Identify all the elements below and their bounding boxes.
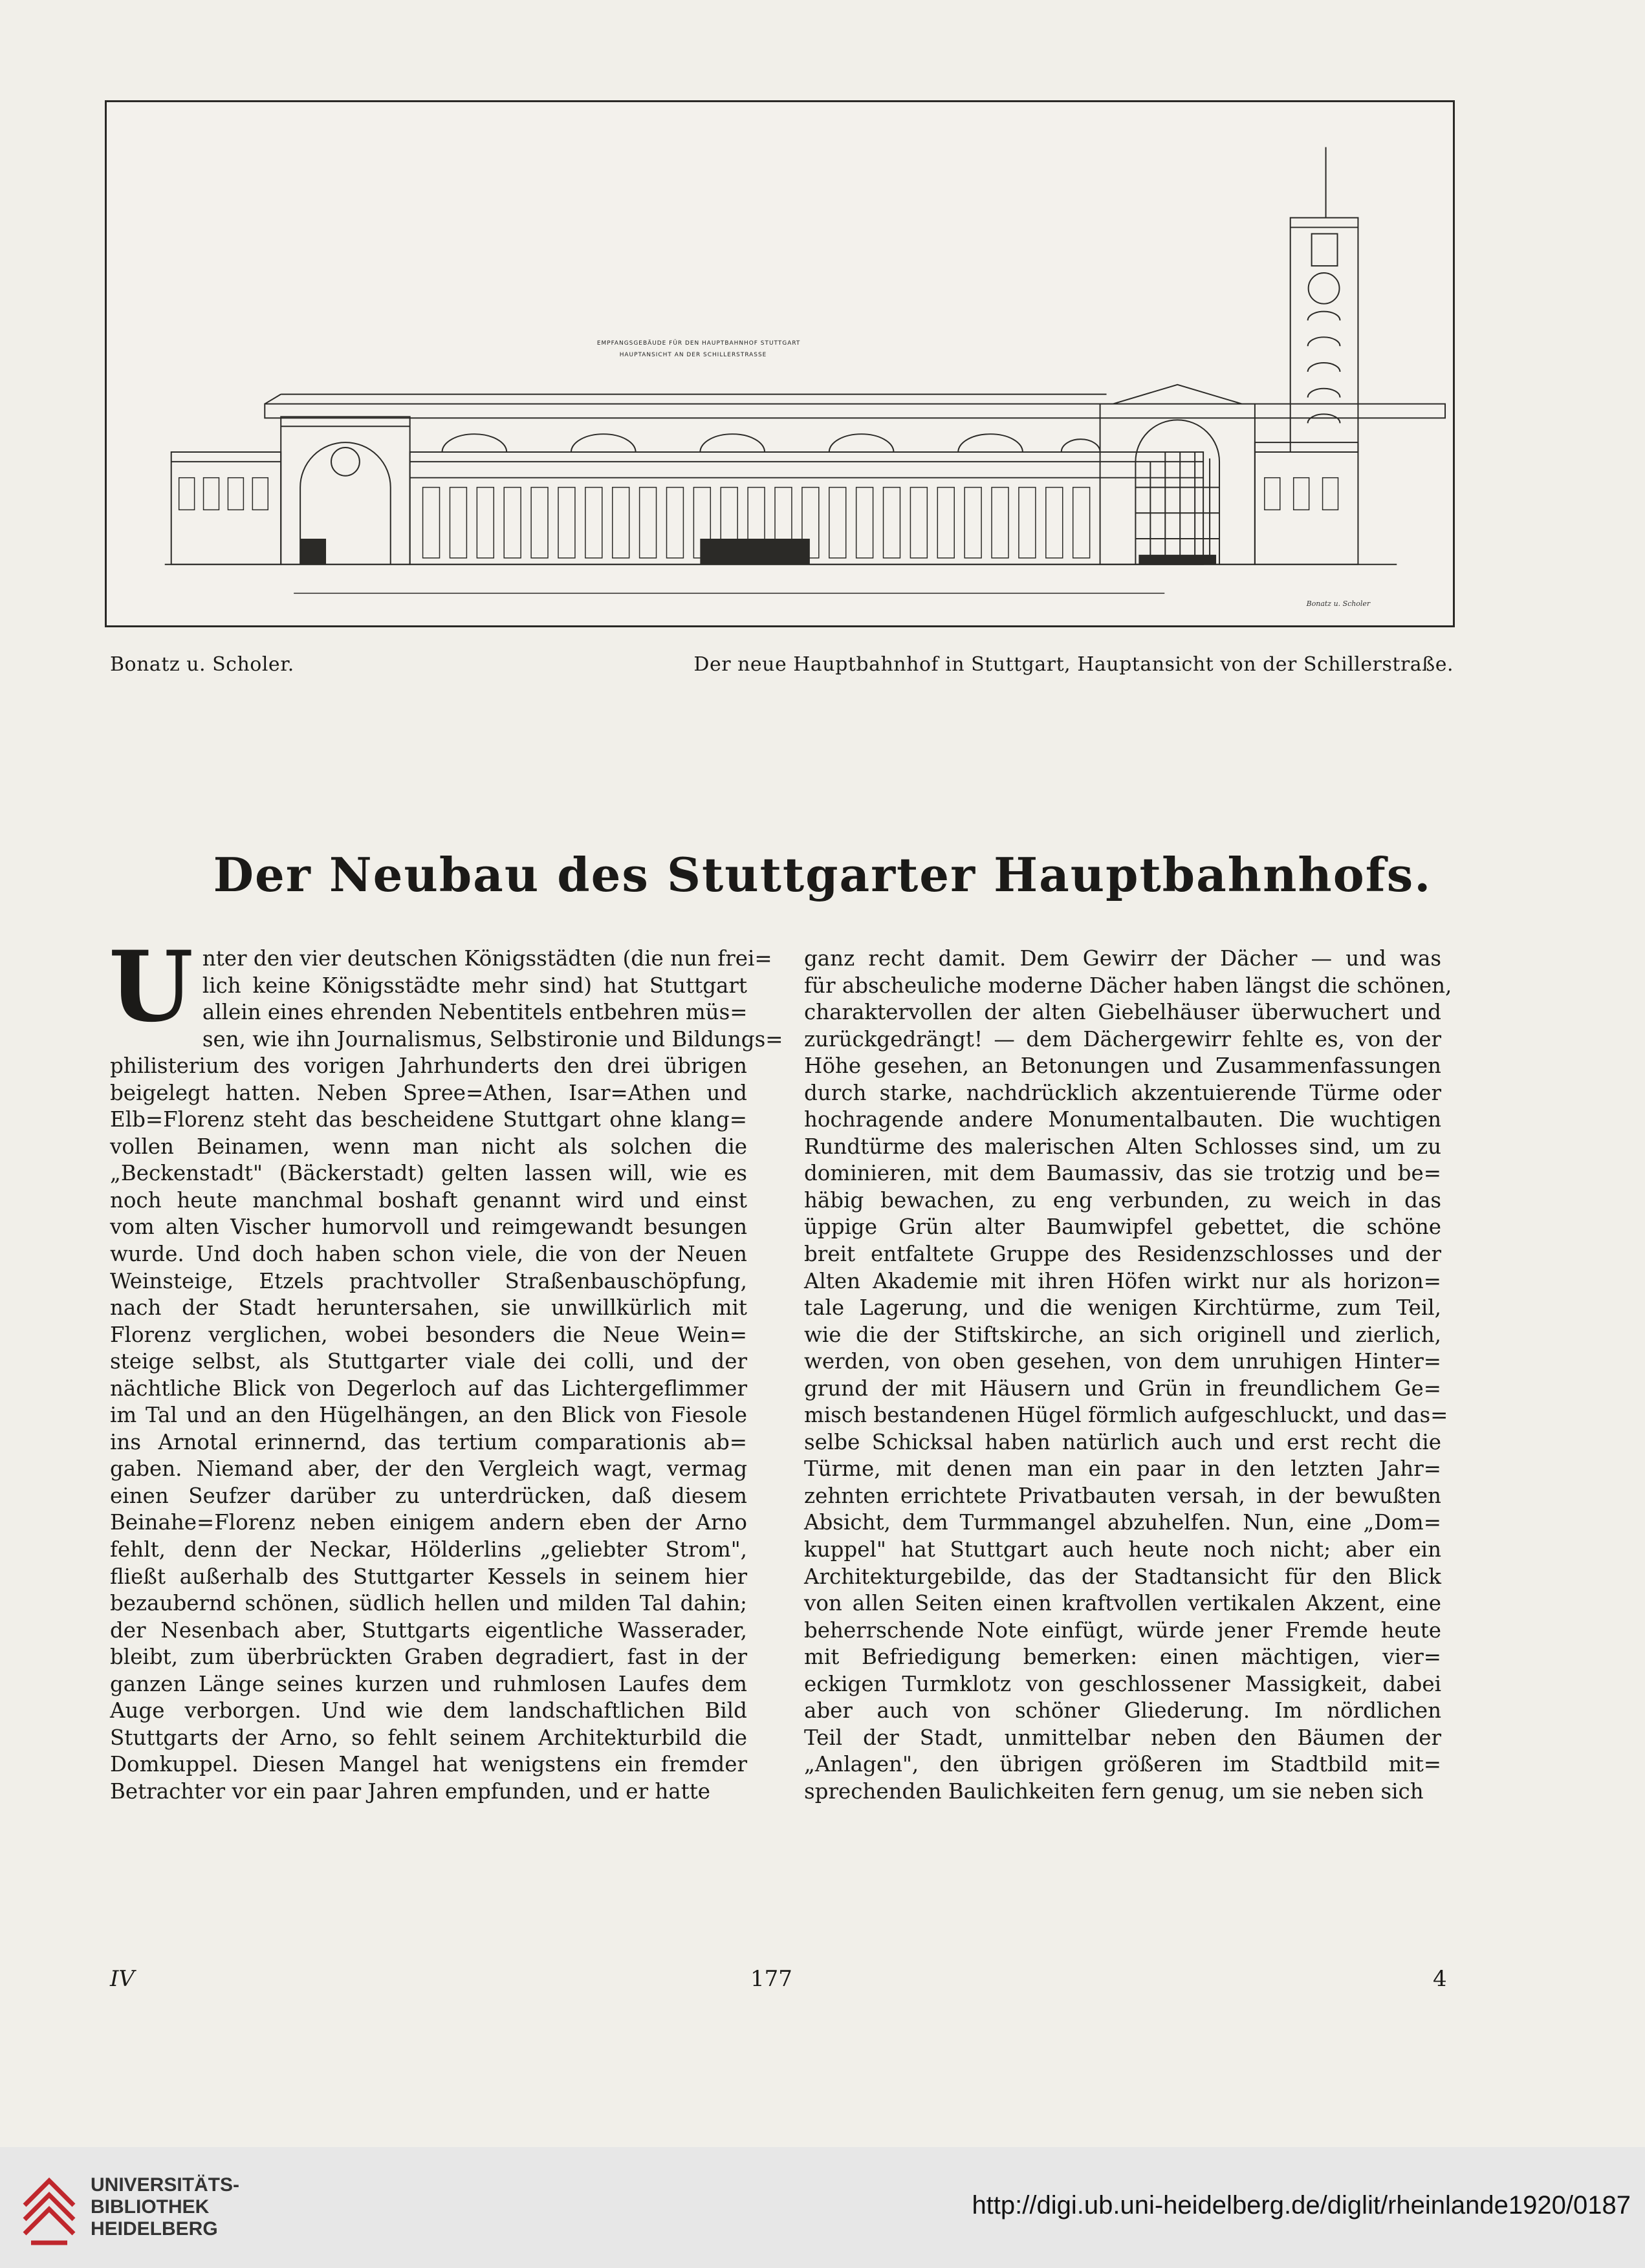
library-name-line2: BIBLIOTHEK — [91, 2196, 210, 2218]
text-line: breit entfaltete Gruppe des Residenzschlosses und der — [804, 1242, 1441, 1267]
library-name-line1: UNIVERSITÄTS- — [91, 2174, 240, 2196]
text-line: Absicht, dem Turmmangel abzuhelfen. Nun, eine „Dom= — [804, 1510, 1441, 1535]
text-line: ins Arnotal erinnernd, das tertium comparationis ab= — [110, 1429, 747, 1454]
text-line: Türme, mit denen man ein paar in den letzten Jahr= — [804, 1456, 1441, 1482]
library-name — [91, 2174, 239, 2240]
text-line: wie die der Stiftskirche, an sich originell und zierlich, — [804, 1322, 1441, 1347]
library-logo-icon — [18, 2166, 80, 2251]
plan-caption-2: HAUPTANSICHT AN DER SCHILLERSTRASSE — [619, 352, 767, 359]
text-line: Rundtürme des malerischen Alten Schlosses sind, um zu — [804, 1134, 1441, 1159]
text-line: durch starke, nachdrücklich akzentuierende Türme oder — [804, 1080, 1441, 1105]
plan-signature: Bonatz u. Scholer — [1306, 599, 1371, 609]
text-line: philisterium des vorigen Jahrhunderts den drei übrigen — [110, 1053, 747, 1079]
text-line: vollen Beinamen, wenn man nicht als solchen die — [110, 1134, 747, 1159]
text-line: häbig bewachen, zu eng verbunden, zu weich in das — [804, 1187, 1441, 1213]
text-line: von allen Seiten einen kraftvollen vertikalen Akzent, eine — [804, 1591, 1441, 1616]
text-line: Höhe gesehen, an Betonungen und Zusammenfassungen — [804, 1053, 1441, 1079]
station-elevation-drawing — [105, 100, 1455, 627]
text-line: steige selbst, als Stuttgarter viale dei colli, und der — [110, 1349, 747, 1374]
text-line: gaben. Niemand aber, der den Vergleich wagt, vermag — [110, 1456, 747, 1482]
drop-cap: U — [109, 930, 193, 1044]
text-line: nächtliche Blick von Degerloch auf das Lichtergeflimmer — [110, 1376, 747, 1401]
text-line: bleibt, zum überbrückten Graben degradiert, fast in der — [110, 1645, 747, 1670]
text-line: fehlt, denn der Neckar, Hölderlins „geliebter Strom", — [110, 1537, 747, 1562]
text-column-right — [804, 945, 1452, 1806]
text-line: vom alten Vischer humorvoll und reimgewandt besungen — [110, 1215, 747, 1240]
text-line: üppige Grün alter Baumwipfel gebettet, die schöne — [804, 1215, 1441, 1240]
text-line: Stuttgarts der Arno, so fehlt seinem Architekturbild die — [110, 1725, 747, 1750]
text-line: beherrschende Note einfügt, würde jener Fremde heute — [804, 1617, 1441, 1643]
library-banner — [0, 2147, 1645, 2268]
plan-caption-1: EMPFANGSGEBÄUDE FÜR DEN HAUPTBAHNHOF STUTTGART — [596, 340, 801, 347]
text-line: sprechenden Baulichkeiten fern genug, um sie neben sich — [804, 1778, 1424, 1804]
text-line: Domkuppel. Diesen Mangel hat wenigstens ein fremder — [110, 1752, 747, 1777]
text-line: kuppel" hat Stuttgart auch heute noch nicht; aber ein — [804, 1537, 1441, 1562]
caption-architects: Bonatz u. Scholer. — [110, 653, 294, 676]
text-line: im Tal und an den Hügelhängen, an den Blick von Fiesole — [110, 1403, 747, 1428]
text-line: „Anlagen", den übrigen größeren im Stadtbild mit= — [804, 1752, 1441, 1777]
text-line: ganz recht damit. Dem Gewirr der Dächer — und was — [804, 946, 1441, 971]
text-line: Florenz verglichen, wobei besonders die Neue Wein= — [110, 1322, 747, 1347]
text-line: zurückgedrängt! — dem Dächergewirr fehlte es, von der — [804, 1026, 1441, 1052]
text-line: fließt außerhalb des Stuttgarter Kessels in seinem hier — [110, 1564, 747, 1589]
text-line: Architekturgebilde, das der Stadtansicht für den Blick — [804, 1564, 1441, 1589]
text-line: allein eines ehrenden Nebentitels entbehren müs= — [202, 1000, 748, 1025]
text-line: Weinsteige, Etzels prachtvoller Straßenbauschöpfung, — [110, 1268, 747, 1293]
library-name-line3: HEIDELBERG — [91, 2218, 218, 2240]
text-line: dominieren, mit dem Baumassiv, das sie trotzig und be= — [804, 1161, 1441, 1186]
text-line: Beinahe=Florenz neben einigem andern eben der Arno — [110, 1510, 747, 1535]
text-line: charaktervollen der alten Giebelhäuser überwuchert und — [804, 1000, 1441, 1025]
text-line: werden, von oben gesehen, von dem unruhigen Hinter= — [804, 1349, 1441, 1374]
text-line: nach der Stadt heruntersahen, sie unwillkürlich mit — [110, 1295, 747, 1321]
text-line: Teil der Stadt, unmittelbar neben den Bäumen der — [804, 1725, 1441, 1750]
text-line: eckigen Turmklotz von geschlossener Massigkeit, dabei — [804, 1671, 1441, 1696]
text-line: wurde. Und doch haben schon viele, die von der Neuen — [110, 1242, 747, 1267]
text-line: zehnten errichtete Privatbauten versah, in der bewußten — [804, 1483, 1441, 1508]
text-line: misch bestandenen Hügel förmlich aufgeschluckt, und das= — [804, 1403, 1448, 1428]
text-line: beigelegt hatten. Neben Spree=Athen, Isar=Athen und — [110, 1080, 747, 1105]
text-line: Betrachter vor ein paar Jahren empfunden, und er hatte — [110, 1778, 710, 1804]
text-line: Elb=Florenz steht das bescheidene Stuttgart ohne klang= — [110, 1107, 747, 1132]
text-line: aber auch von schöner Gliederung. Im nördlichen — [804, 1698, 1441, 1723]
signature-mark: IV — [110, 1966, 135, 1992]
text-line: für abscheuliche moderne Dächer haben längst die schönen, — [804, 973, 1452, 998]
text-line: Alten Akademie mit ihren Höfen wirkt nur als horizon= — [804, 1268, 1441, 1293]
page-number: 177 — [750, 1966, 792, 1992]
text-line: bezaubernd schönen, südlich hellen und milden Tal dahin; — [110, 1591, 747, 1616]
text-line: lich keine Königsstädte mehr sind) hat Stuttgart — [202, 973, 747, 998]
text-line: grund der mit Häusern und Grün in freundlichem Ge= — [804, 1376, 1441, 1401]
text-line: einen Seufzer darüber zu unterdrücken, daß diesem — [110, 1483, 747, 1508]
text-line: ganzen Länge seines kurzen und ruhmlosen Laufes dem — [110, 1671, 747, 1696]
text-line: mit Befriedigung bemerken: einen mächtigen, vier= — [804, 1645, 1441, 1670]
text-line: tale Lagerung, und die wenigen Kirchtürme, zum Teil, — [804, 1295, 1441, 1321]
text-line: der Nesenbach aber, Stuttgarts eigentliche Wasserader, — [110, 1617, 747, 1643]
source-url-link[interactable]: http://digi.ub.uni-heidelberg.de/diglit/rheinlande1920/0187 — [972, 2191, 1631, 2219]
caption-figure-title: Der neue Hauptbahnhof in Stuttgart, Hauptansicht von der Schillerstraße. — [693, 653, 1454, 676]
text-line: nter den vier deutschen Königsstädten (die nun frei= — [202, 946, 772, 971]
text-line: hochragende andere Monumentalbauten. Die wuchtigen — [804, 1107, 1441, 1132]
text-line: noch heute manchmal boshaft genannt wird und einst — [110, 1187, 747, 1213]
text-line: Auge verborgen. Und wie dem landschaftlichen Bild — [110, 1698, 747, 1723]
elevation-svg — [107, 102, 1453, 625]
text-line: „Beckenstadt" (Bäckerstadt) gelten lassen will, wie es — [110, 1161, 747, 1186]
text-line: sen, wie ihn Journalismus, Selbstironie und Bildungs= — [202, 1026, 783, 1052]
sheet-number: 4 — [1433, 1966, 1447, 1992]
text-column-left — [109, 930, 783, 1806]
article-title: Der Neubau des Stuttgarter Hauptbahnhofs. — [213, 847, 1432, 902]
text-line: selbe Schicksal haben natürlich auch und erst recht die — [804, 1429, 1441, 1454]
